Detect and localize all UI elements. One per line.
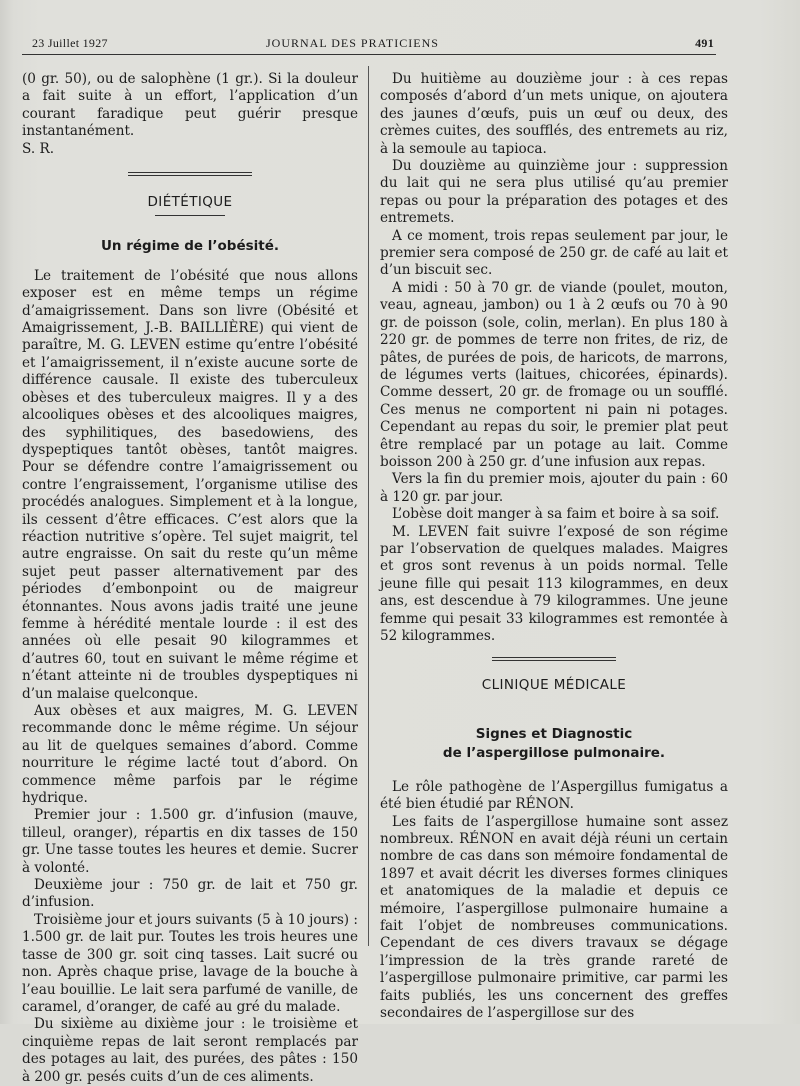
right-column xyxy=(380,71,728,1023)
body-paragraph: Du douzième au quinzième jour : suppression du lait qui ne sera plus utilisé qu’au premier repas ou pour la préparation des potages et des entremets. xyxy=(380,158,728,227)
page-number: 491 xyxy=(695,36,714,50)
body-paragraph: Deuxième jour : 750 gr. de lait et 750 gr. d’infusion. xyxy=(22,877,358,911)
body-paragraph: M. LEVEN fait suivre l’exposé de son régime par l’observation de quelques malades. Maigres et gros sont revenus à un poids normal. Telle jeune fille qui pesait 113 kilogrammes, en deux ans, est descendue à 79 kilogrammes. Une jeune femme qui pesait 33 kilogrammes est remontée à 52 kilogrammes. xyxy=(380,523,728,644)
body-paragraph: Les faits de l’aspergillose humaine sont assez nombreux. RÉNON en avait déjà réuni un certain nombre de cas dans son mémoire fondamental de 1897 et avait décrit les diverses formes cliniques et anatomiques de la maladie et depuis ce mémoire, l’aspergillose pulmonaire humaine a fait l’objet de nombreuses communications. Cependant de ces divers travaux se dégage l’impression de la très grande rareté de l’aspergillose pulmonaire primitive, car parmi les faits publiés, les uns concernent des greffes secondaires de l’aspergillose sur des xyxy=(380,813,728,1022)
journal-title: JOURNAL DES PRATICIENS xyxy=(266,36,439,50)
article-title-obesite: Un régime de l’obésité. xyxy=(100,238,280,255)
article-title-line: de l’aspergillose pulmonaire. xyxy=(442,744,666,761)
body-paragraph: L’obèse doit manger à sa faim et boire à sa soif. xyxy=(392,506,720,523)
article-title-line: Signes et Diagnostic xyxy=(475,725,633,742)
body-paragraph: A midi : 50 à 70 gr. de viande (poulet, mouton, veau, agneau, jambon) ou 1 à 2 œufs ou 70 à 90 gr. de poisson (sole, colin, merlan). En plus 180 à 220 gr. de pommes de terre non frites, de riz, de pâtes, de purées de pois, de haricots, de marrons, de légumes verts (laitues, chicorées, épinards). Comme dessert, 20 gr. de fromage ou un soufflé. Ces menus ne comportent ni pain ni potages. Cependant au repas du soir, le premier plat peut être remplacé par un potage au lait. Comme boisson 200 à 250 gr. d’une infusion aux repas. xyxy=(380,279,728,470)
running-head xyxy=(30,36,712,52)
issue-date: 23 Juillet 1927 xyxy=(32,36,108,50)
section-heading-dietetique: DIÉTÉTIQUE xyxy=(147,194,233,211)
section-separator xyxy=(492,657,616,661)
body-paragraph: Premier jour : 1.500 gr. d’infusion (mauve, tilleul, oranger), répartis en dix tasses de 150 gr. Une tasse toutes les heures et demie. Sucrer à volonté. xyxy=(22,807,358,876)
left-column xyxy=(22,71,358,1086)
section-underline xyxy=(155,215,225,216)
section-heading-clinique: CLINIQUE MÉDICALE xyxy=(481,677,627,694)
body-paragraph: Du sixième au dixième jour : le troisième et cinquième repas de lait seront remplacés par des potages au lait, des purées, des pâtes : 150 à 200 gr. pesés cuits d’un de ces aliments. xyxy=(22,1016,358,1085)
article-title-aspergillose xyxy=(380,725,728,763)
author-signature: S. R. xyxy=(22,140,55,157)
column-divider xyxy=(368,66,369,946)
body-paragraph: Troisième jour et jours suivants (5 à 10 jours) : 1.500 gr. de lait pur. Toutes les trois heures une tasse de 300 gr. soit cinq tasses. Lait sucré ou non. Après chaque prise, lavage de la bouche à l’eau bouillie. Le lait sera parfumé de vanille, de caramel, d’oranger, de café au gré du malade. xyxy=(22,911,358,1015)
body-paragraph: Le rôle pathogène de l’Aspergillus fumigatus a été bien étudié par RÉNON. xyxy=(380,778,728,813)
header-rule xyxy=(22,54,716,55)
intro-paragraph: (0 gr. 50), ou de salophène (1 gr.). Si la douleur a fait suite à un effort, l’application d’un courant faradique peut guérir presque instantanément. xyxy=(22,71,358,140)
body-paragraph: Le traitement de l’obésité que nous allons exposer est en même temps un régime d’amaigrissement. Dans son livre (Obésité et Amaigrissement, J.-B. BAILLIÈRE) qui vient de paraître, M. G. LEVEN estime qu’entre l’obésité et l’amaigrissement, il n’existe aucune sorte de différence causale. Il existe des tuberculeux obèses et des tuberculeux maigres. Il y a des alcooliques obèses et des alcooliques maigres, des syphilitiques, des basedowiens, des dyspeptiques tantôt obèses, tantôt maigres. Pour se défendre contre l’amaigrissement ou contre l’engraissement, l’organisme utilise des procédés analogues. Simplement et à la longue, ils cessent d’être efficaces. C’est alors que la réaction nutritive s’opère. Tel sujet maigrit, tel autre engraisse. On sait du reste qu’un même sujet peut passer alternativement par des périodes d’embonpoint ou de maigreur étonnantes. Nous avons jadis traité une jeune femme à hérédité mentale lourde : il est des années où elle pesait 90 kilogrammes et d’autres 60, tout en suivant le même régime et n’étant atteinte ni de troubles dyspeptiques ni d’un malaise quelconque. xyxy=(22,267,358,702)
body-paragraph: A ce moment, trois repas seulement par jour, le premier sera composé de 250 gr. de café au lait et d’un biscuit sec. xyxy=(380,227,728,279)
body-paragraph: Vers la fin du premier mois, ajouter du pain : 60 à 120 gr. par jour. xyxy=(380,471,728,505)
section-separator xyxy=(128,172,252,176)
body-paragraph: Du huitième au douzième jour : à ces repas composés d’abord d’un mets unique, on ajoutera des jaunes d’œufs, puis un œuf ou deux, des crèmes cuites, des soufflés, des entremets au riz, à la semoule au tapioca. xyxy=(380,71,728,157)
body-paragraph: Aux obèses et aux maigres, M. G. LEVEN recommande donc le même régime. Un séjour au lit de quelques semaines d’abord. Comme nourriture le régime lacté tout d’abord. On commence même parfois par le régime hydrique. xyxy=(22,703,358,807)
